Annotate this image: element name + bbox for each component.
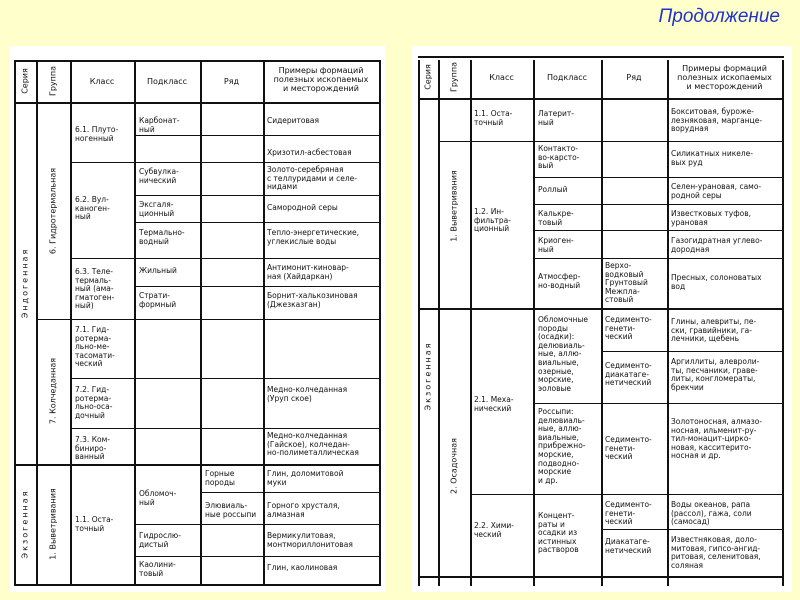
series-divider xyxy=(14,464,381,466)
primery-cell: Пресных, солоноватых вод xyxy=(671,273,762,291)
primery-cell: Тепло-энергетические, углекислые воды xyxy=(267,228,359,246)
row-divider xyxy=(533,258,782,259)
group-label: 7. Колчеданная xyxy=(48,357,58,425)
klass-cell: 2.2. Хими- ческий xyxy=(474,521,514,539)
podklass-cell: Криоген- ный xyxy=(538,236,574,254)
table-top-border xyxy=(14,60,381,62)
row-divider xyxy=(533,177,782,178)
grid-line xyxy=(667,60,669,586)
primery-cell: Медно-колчеданная (Гайское), колчедан- но-полиметаллическая xyxy=(267,431,359,458)
header-ryad: Ряд xyxy=(626,73,642,82)
ryad-cell: Горные породы xyxy=(205,469,235,487)
grid-line xyxy=(418,60,420,586)
ryad-cell: Седименто- генети- ческий xyxy=(605,500,652,527)
header-ryad: Ряд xyxy=(223,77,240,86)
table-top-border xyxy=(418,56,784,58)
table-bottom-border xyxy=(14,584,381,586)
klass-cell: 6.1. Плуто- ногенный xyxy=(75,125,119,143)
podklass-cell: Атмосфер- но-водный xyxy=(538,272,581,290)
primery-cell: Хризотил-асбестовая xyxy=(267,148,352,157)
series-label: Эндогенная xyxy=(20,247,30,319)
primery-cell: Золотоносная, алмазо- носная, ильменит-ру- тил-монацит-цирко- новая, касситерито- носная и др. xyxy=(671,417,763,461)
table-bottom-border xyxy=(418,576,784,578)
row-divider xyxy=(134,524,379,525)
podklass-cell: Обломоч- ный xyxy=(139,489,177,507)
podklass-cell: Латерит- ный xyxy=(538,109,574,127)
header-klass: Класс xyxy=(89,77,115,86)
podklass-cell: Каолини- товый xyxy=(139,560,176,578)
header-podklass: Подкласс xyxy=(146,77,188,86)
primery-cell: Горного хрусталя, алмазная xyxy=(267,501,340,519)
row-divider xyxy=(134,135,379,136)
row-divider xyxy=(70,378,379,379)
podklass-cell: Гидрослю- дистый xyxy=(139,531,181,549)
primery-cell: Самородной серы xyxy=(267,203,338,212)
primery-cell: Селен-урановая, само- родной серы xyxy=(671,182,762,200)
primery-cell: Известняковая, доло- митовая, гипсо-ангид- ритовая, селенитовая, соляная xyxy=(671,535,761,570)
header-primery: Примеры формаций полезных ископаемых и месторождений xyxy=(273,66,369,93)
podklass-cell: Жильный xyxy=(139,266,177,275)
header-bottom-border xyxy=(418,98,784,100)
header-gruppa: Группа xyxy=(449,61,459,93)
row-divider xyxy=(601,529,782,530)
primery-cell: Антимонит-киновар- ная (Хайдаркан) xyxy=(267,263,349,281)
primery-cell: Сидеритовая xyxy=(267,116,320,125)
podklass-cell: Роллый xyxy=(538,185,568,194)
primery-cell: Известковых туфов, урановая xyxy=(671,209,752,227)
podklass-cell: Термально- водный xyxy=(139,228,185,246)
podklass-cell: Россыпи: делювиаль- ные, аллю- виальные, прибрежно- морские, подводно- морские и др. xyxy=(538,407,586,485)
primery-cell: Вермикулитовая, монтмориллонитовая xyxy=(267,531,353,549)
group-label: 6. Гидротермальная xyxy=(48,167,58,255)
row-divider xyxy=(134,556,379,557)
primery-cell: Борнит-халькозиновая (Джезказган) xyxy=(267,291,358,309)
klass-cell: 1.2. Ин- фильтра- ционный xyxy=(474,207,511,234)
grid-line xyxy=(14,60,16,586)
primery-cell: Аргиллиты, алевроли- ты, песчаники, граве- литы, конгломераты, брекчии xyxy=(671,357,760,392)
header-podklass: Подкласс xyxy=(546,73,588,82)
ryad-cell: Седименто- диакатаге- нетический xyxy=(605,361,652,388)
row-divider xyxy=(70,162,379,163)
grid-line xyxy=(533,60,535,586)
header-gruppa: Группа xyxy=(48,65,58,97)
series-label: Экзогенная xyxy=(423,341,433,411)
podklass-cell: Эксгаля- ционный xyxy=(139,200,175,218)
primery-cell: Медно-колчеданная (Уруп ское) xyxy=(267,385,348,403)
ryad-cell: Верхо- водковый Грунтовый Межпла- стовый xyxy=(605,261,648,305)
row-divider xyxy=(533,204,782,205)
primery-cell: Золото-серебряная с теллуридами и селе- нидами xyxy=(267,165,357,192)
group-label: 2. Осадочная xyxy=(449,438,459,494)
grid-line xyxy=(438,60,440,586)
klass-cell: 2.1. Меха- нический xyxy=(474,395,514,413)
grid-line xyxy=(200,60,202,586)
header-klass: Класс xyxy=(489,73,514,82)
row-divider xyxy=(533,403,782,404)
klass-cell: 1.1. Оста- точный xyxy=(75,515,114,533)
klass-cell: 6.3. Теле- термаль- ный (ама- гматоген- ный) xyxy=(75,267,115,311)
primery-cell: Глины, алевриты, пе- ски, гравийники, га- лечники, щебень xyxy=(671,317,757,344)
row-divider xyxy=(438,141,782,142)
klass-cell: 7.1. Гид- ротерма- льно-ме- тасомати- ческий xyxy=(75,325,115,369)
grid-line xyxy=(601,60,603,586)
podklass-cell: Концент- раты и осадки из истинных растворов xyxy=(538,511,579,555)
header-seria: Серия xyxy=(20,68,30,94)
header-primery: Примеры формаций полезных ископаемых и месторождений xyxy=(677,64,772,91)
header-bottom-border xyxy=(14,102,381,104)
row-divider xyxy=(533,230,782,231)
grid-line xyxy=(263,60,265,586)
row-divider xyxy=(134,286,379,287)
row-divider xyxy=(70,428,379,429)
right-page-scan xyxy=(412,46,792,592)
group-label: 1. Выветривания xyxy=(48,488,58,560)
primery-cell: Газогидратная углево- дородная xyxy=(671,236,763,254)
klass-cell: 7.2. Гид- ротерма- льно-оса- дочный xyxy=(75,385,113,420)
ryad-cell: Седименто- генети- ческий xyxy=(605,435,652,462)
slide-caption: Продолжение xyxy=(658,6,780,27)
grid-line xyxy=(379,60,381,586)
row-divider xyxy=(200,492,379,493)
header-seria: Серия xyxy=(423,64,433,90)
podklass-cell: Страти- формный xyxy=(139,291,177,309)
klass-cell: 1.1. Оста- точный xyxy=(474,109,513,127)
series-divider xyxy=(418,308,784,310)
grid-line xyxy=(782,60,784,586)
row-divider xyxy=(470,494,782,495)
podklass-cell: Карбонат- ный xyxy=(139,116,180,134)
grid-line xyxy=(70,60,72,586)
grid-line xyxy=(134,60,136,586)
klass-cell: 6.2. Вул- каноген- ный xyxy=(75,195,110,222)
primery-cell: Глин, каолиновая xyxy=(267,563,338,572)
group-label: 1. Выветривания xyxy=(449,170,459,242)
podklass-cell: Субвулка- нический xyxy=(139,167,179,185)
podklass-cell: Контакто- во-карсто- вый xyxy=(538,144,580,171)
podklass-cell: Калькре- товый xyxy=(538,209,574,227)
primery-cell: Воды океанов, рапа (рассол), гажа, соли (самосад) xyxy=(671,500,752,527)
row-divider xyxy=(36,319,379,320)
podklass-cell: Обломочные породы (осадки): делювиаль- ные, аллю- виальные, озерные, морские, эоловые xyxy=(538,315,589,393)
ryad-cell: Диакатаге- нетический xyxy=(605,537,652,555)
row-divider xyxy=(134,195,379,196)
grid-line xyxy=(36,60,38,586)
row-divider xyxy=(134,222,379,223)
klass-cell: 7.3. Ком- биниро- ванный xyxy=(75,435,110,462)
primery-cell: Глин, доломитовой муки xyxy=(267,469,344,487)
primery-cell: Силикатных никеле- вых руд xyxy=(671,149,753,167)
ryad-cell: Элювиаль- ные россыпи xyxy=(205,501,257,519)
left-page-scan xyxy=(9,46,385,592)
primery-cell: Бокситовая, буроже- лезняковая, марганце- ворудная xyxy=(671,107,763,134)
grid-line xyxy=(470,60,472,586)
row-divider xyxy=(601,351,782,352)
ryad-cell: Седименто- генети- ческий xyxy=(605,315,652,342)
row-divider xyxy=(70,258,379,259)
series-label: Экзогенная xyxy=(20,489,30,559)
